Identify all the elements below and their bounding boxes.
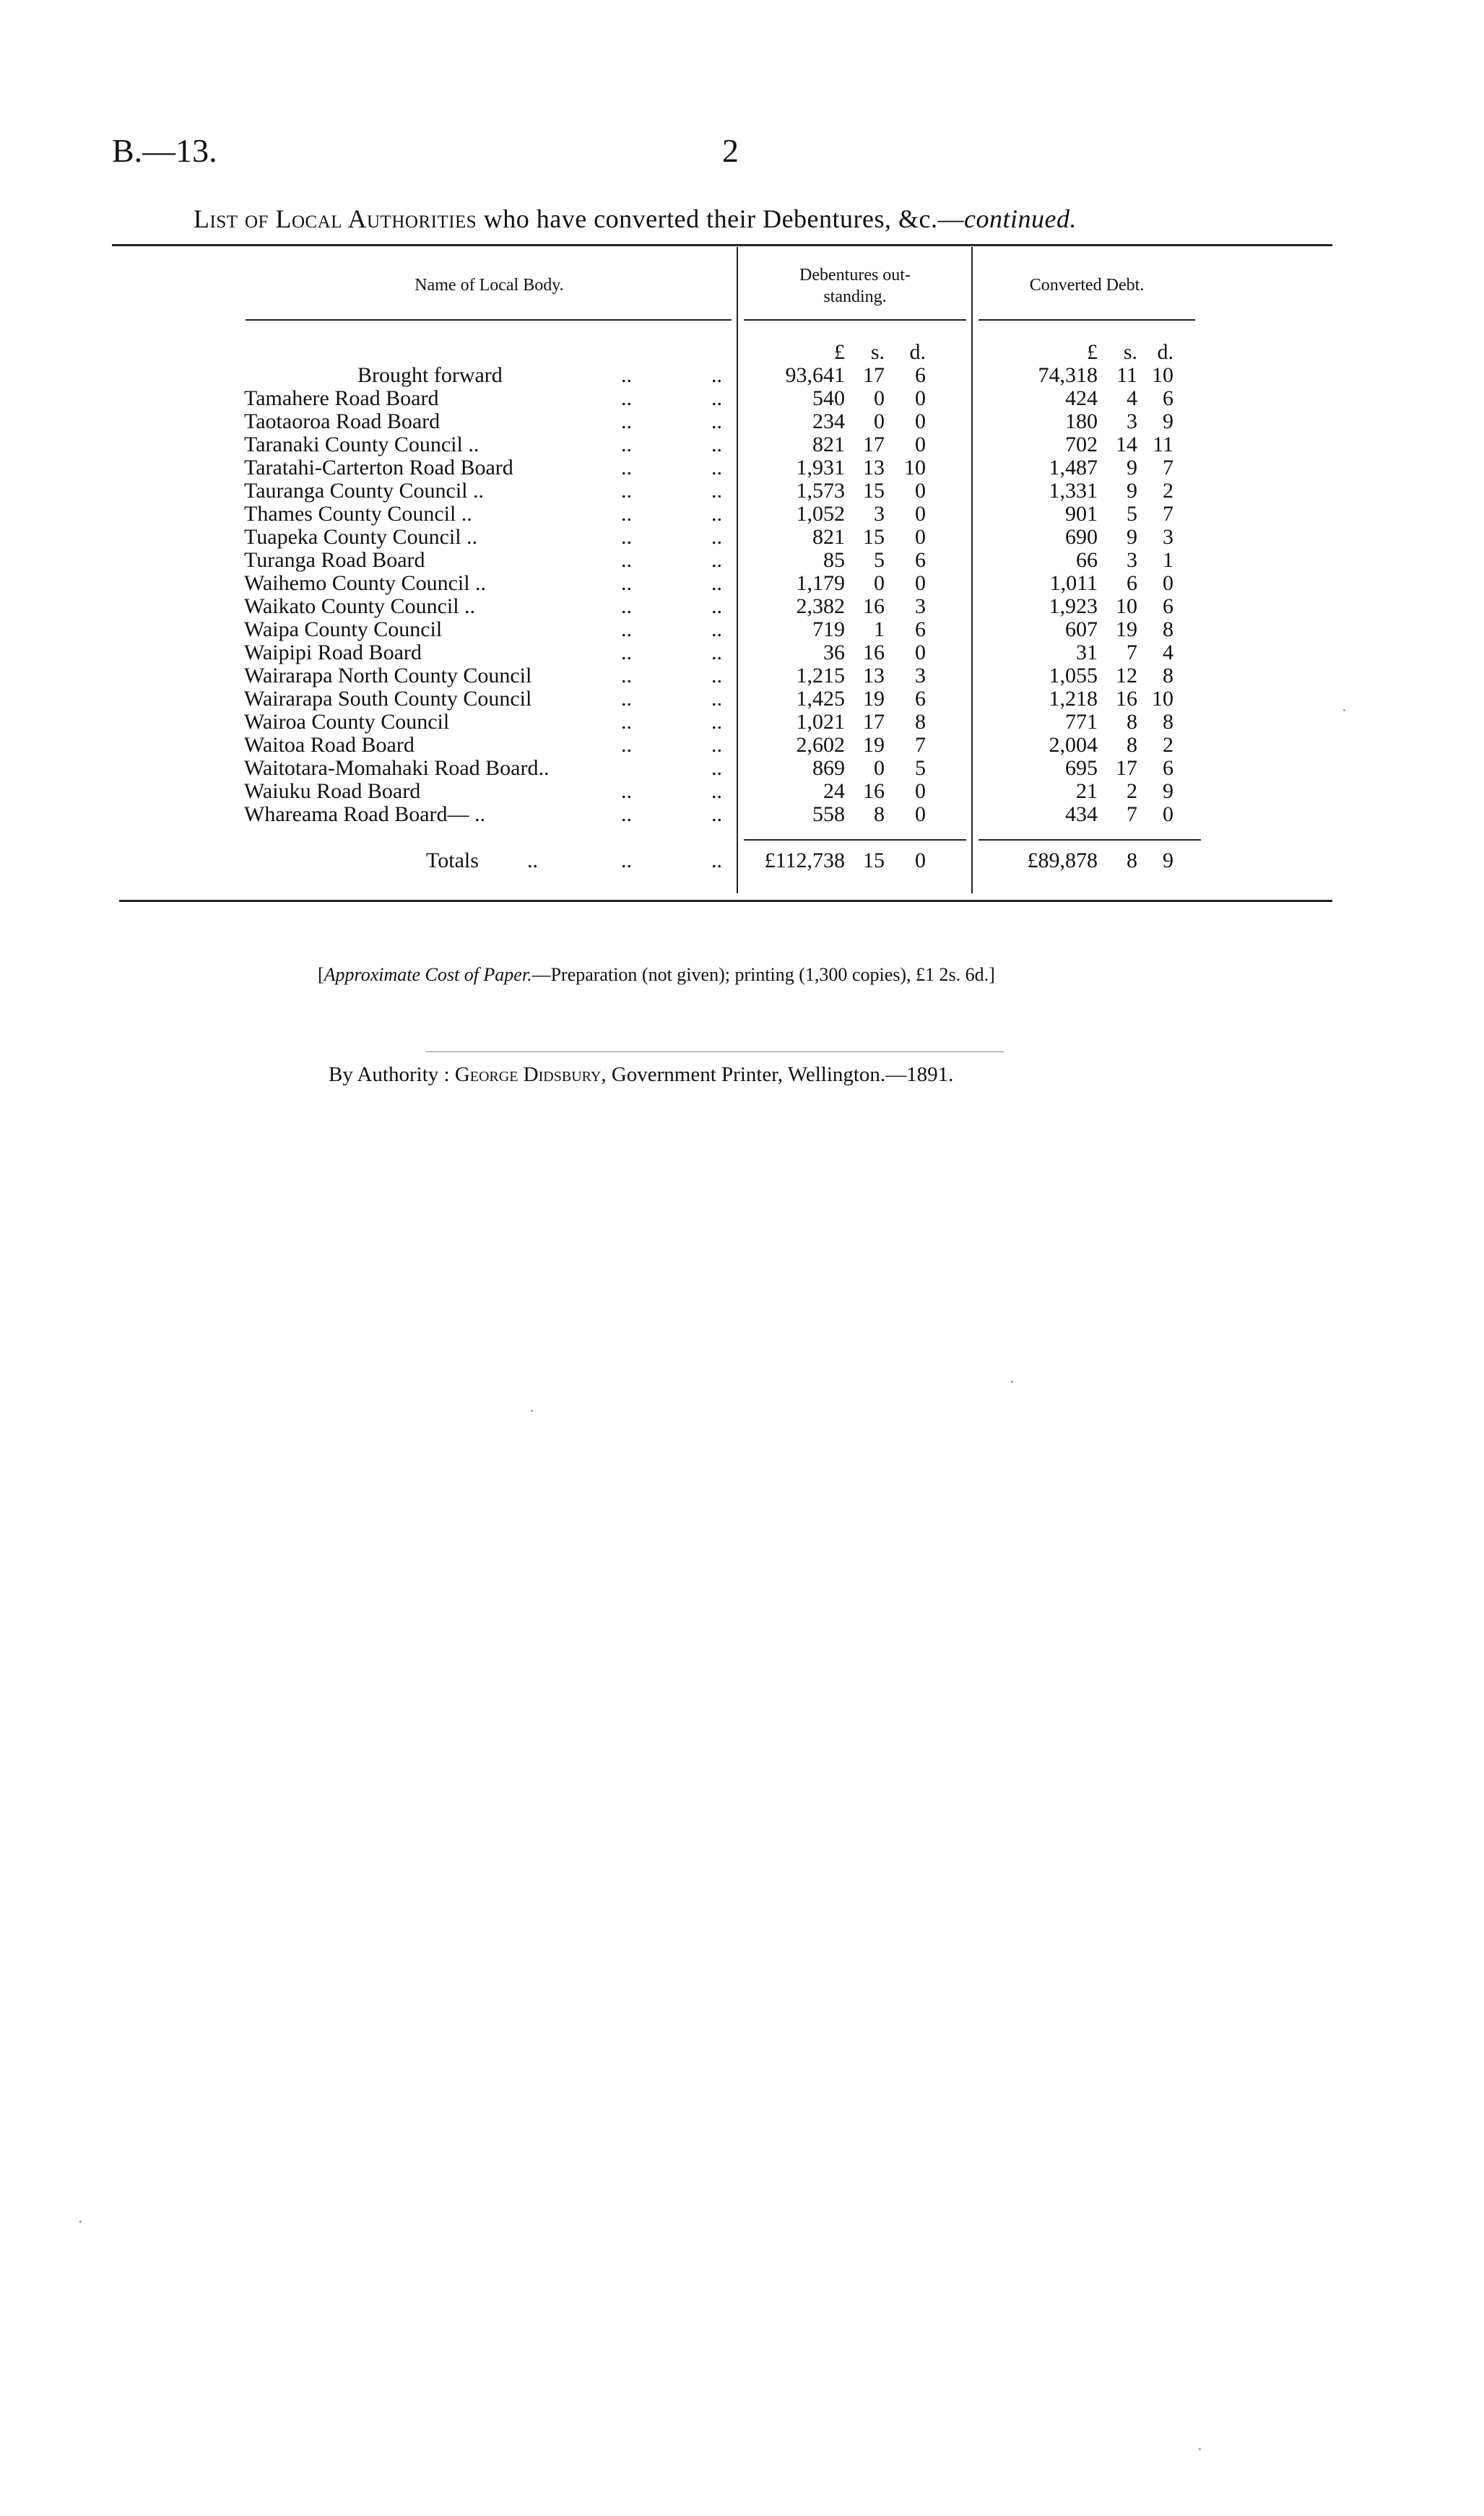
debentures-pounds: 24 <box>823 779 845 803</box>
debentures-pence: 0 <box>915 409 926 433</box>
converted-shillings: 8 <box>1127 710 1137 734</box>
column-header-debentures <box>740 264 970 308</box>
converted-pence: 0 <box>1163 802 1173 826</box>
scan-speck <box>1011 1381 1013 1383</box>
row-name: Wairoa County Council <box>244 710 450 734</box>
converted-pounds-unit: £ <box>1087 340 1098 364</box>
row-leader: .. <box>621 571 632 595</box>
column-header-name-text: Name of Local Body. <box>415 276 564 295</box>
debentures-pounds: 1,052 <box>796 502 845 526</box>
row-leader: .. <box>711 802 722 826</box>
converted-pounds: 1,011 <box>1049 571 1098 595</box>
row-leader: .. <box>621 502 632 526</box>
converted-pence: 6 <box>1163 756 1173 780</box>
debentures-pounds: 36 <box>823 641 845 664</box>
scan-speck <box>531 1410 533 1412</box>
debentures-pence: 0 <box>915 479 926 503</box>
column-header-debentures-line1: Debentures out- <box>799 266 911 285</box>
row-name: Wairarapa South County Council <box>244 687 532 711</box>
converted-pounds: 1,923 <box>1049 594 1098 618</box>
row-leader: .. <box>711 641 722 664</box>
converted-shillings: 2 <box>1127 779 1137 803</box>
converted-shillings: 5 <box>1127 502 1137 526</box>
converted-shillings: 7 <box>1127 641 1137 664</box>
debentures-shillings: 17 <box>863 363 885 387</box>
row-name: Waikato County Council .. <box>244 594 476 618</box>
converted-pounds: 21 <box>1076 779 1098 803</box>
row-leader: .. <box>711 548 722 572</box>
column-header-converted <box>975 274 1199 296</box>
converted-shillings: 12 <box>1116 664 1137 687</box>
debentures-pence-unit: d. <box>909 340 926 364</box>
row-leader: .. <box>711 594 722 618</box>
row-leader: .. <box>711 664 722 687</box>
debentures-pence: 6 <box>915 548 926 572</box>
converted-shillings: 3 <box>1127 409 1137 433</box>
converted-pounds: 607 <box>1065 617 1098 641</box>
debentures-shillings: 19 <box>863 687 885 711</box>
converted-pence: 6 <box>1163 386 1173 410</box>
column-header-debentures-line2: standing. <box>823 287 887 306</box>
row-name: Tamahere Road Board <box>244 386 439 410</box>
debentures-shillings: 0 <box>874 756 885 780</box>
converted-pence: 11 <box>1153 433 1173 456</box>
converted-pence: 1 <box>1163 548 1173 572</box>
converted-shillings: 9 <box>1127 525 1137 549</box>
scan-speck <box>79 2221 82 2223</box>
debentures-pence: 0 <box>915 779 926 803</box>
row-leader: .. <box>711 571 722 595</box>
table-row <box>0 456 1484 480</box>
row-name: Turanga Road Board <box>244 548 425 572</box>
row-name: Taotaoroa Road Board <box>244 409 441 433</box>
debentures-pounds: 540 <box>812 386 845 410</box>
table-row <box>0 480 1484 503</box>
row-leader: .. <box>711 733 722 757</box>
debentures-pence: 7 <box>915 733 926 757</box>
converted-pence: 8 <box>1163 617 1173 641</box>
row-leader: .. <box>621 479 632 503</box>
debentures-pounds: 85 <box>823 548 845 572</box>
debentures-shillings: 19 <box>863 733 885 757</box>
footnote-italic: Approximate Cost of Paper. <box>324 964 532 985</box>
scan-speck <box>1199 2448 1201 2450</box>
converted-pence: 10 <box>1152 363 1173 387</box>
row-leader: .. <box>711 386 722 410</box>
column-header-name <box>246 274 733 296</box>
row-name: Waiuku Road Board <box>244 779 421 803</box>
converted-pounds: 424 <box>1065 386 1098 410</box>
debentures-pounds: 821 <box>812 433 845 456</box>
page-number: 2 <box>722 132 739 169</box>
totals-debentures-pence: 0 <box>915 849 926 872</box>
debentures-pounds: 1,179 <box>796 571 845 595</box>
row-leader: .. <box>621 548 632 572</box>
header-underline-converted <box>979 319 1195 321</box>
converted-pounds: 1,331 <box>1049 479 1098 503</box>
row-leader: .. <box>711 779 722 803</box>
converted-shillings: 16 <box>1116 687 1137 711</box>
debentures-pence: 5 <box>915 756 926 780</box>
converted-pounds: 31 <box>1076 641 1098 664</box>
debentures-pounds: 2,602 <box>796 733 845 757</box>
converted-pence: 3 <box>1163 525 1173 549</box>
table-row <box>0 572 1484 595</box>
document-reference: B.—13. <box>112 132 217 169</box>
column-header-converted-text: Converted Debt. <box>1029 276 1145 295</box>
authority-suffix: , Government Printer, Wellington.—1891. <box>601 1063 954 1086</box>
converted-pounds: 771 <box>1065 710 1098 734</box>
title-continued: continued. <box>963 204 1077 233</box>
title-list: List of Local Authorities <box>194 204 477 233</box>
converted-pence: 6 <box>1163 594 1173 618</box>
converted-shillings: 9 <box>1127 456 1137 480</box>
footnote-open: [ <box>318 964 324 985</box>
debentures-pence: 6 <box>915 617 926 641</box>
totals-rule-debentures <box>744 839 966 841</box>
converted-pence: 9 <box>1163 409 1173 433</box>
table-row <box>0 595 1484 618</box>
row-leader: .. <box>711 409 722 433</box>
converted-pence-unit: d. <box>1157 340 1173 364</box>
scan-speck <box>1343 709 1345 711</box>
totals-leader: .. <box>527 849 538 872</box>
table-row <box>0 387 1484 410</box>
row-leader: .. <box>621 779 632 803</box>
row-name: Waitotara-Momahaki Road Board.. <box>244 756 550 780</box>
debentures-pence: 3 <box>915 664 926 687</box>
debentures-pence: 0 <box>915 433 926 456</box>
debentures-pounds: 1,425 <box>796 687 845 711</box>
converted-pounds: 66 <box>1076 548 1098 572</box>
debentures-pence: 3 <box>915 594 926 618</box>
printer-authority <box>329 1063 953 1087</box>
debentures-pence: 10 <box>904 456 926 480</box>
table-row <box>0 526 1484 549</box>
row-leader: .. <box>621 733 632 757</box>
converted-pounds: 74,318 <box>1038 363 1098 387</box>
debentures-pounds: 1,573 <box>796 479 845 503</box>
totals-converted-pence: 9 <box>1163 849 1173 872</box>
totals-leader: .. <box>621 849 632 872</box>
authority-divider <box>426 1051 1004 1052</box>
debentures-shillings: 1 <box>874 617 885 641</box>
row-leader: .. <box>621 456 632 480</box>
converted-pence: 4 <box>1163 641 1173 664</box>
debentures-shillings: 0 <box>874 409 885 433</box>
converted-pence: 2 <box>1163 733 1173 757</box>
authority-prefix: By Authority : <box>329 1063 455 1086</box>
converted-shillings: 10 <box>1116 594 1137 618</box>
debentures-shillings: 8 <box>874 802 885 826</box>
debentures-shillings: 16 <box>863 779 885 803</box>
debentures-pounds: 869 <box>812 756 845 780</box>
debentures-shillings: 3 <box>874 502 885 526</box>
row-leader: .. <box>711 687 722 711</box>
debentures-pounds: 2,382 <box>796 594 845 618</box>
debentures-shillings: 15 <box>863 479 885 503</box>
row-leader: .. <box>711 710 722 734</box>
converted-pounds: 1,218 <box>1049 687 1098 711</box>
table-row <box>0 618 1484 641</box>
debentures-pounds: 234 <box>812 409 845 433</box>
debentures-pounds: 719 <box>812 617 845 641</box>
debentures-pounds: 1,215 <box>796 664 845 687</box>
row-leader: .. <box>711 502 722 526</box>
debentures-pence: 0 <box>915 802 926 826</box>
converted-shillings: 9 <box>1127 479 1137 503</box>
converted-pounds: 901 <box>1065 502 1098 526</box>
row-leader: .. <box>621 641 632 664</box>
converted-shillings: 11 <box>1116 363 1137 387</box>
table-row <box>0 664 1484 687</box>
row-leader: .. <box>621 687 632 711</box>
debentures-shillings: 13 <box>863 664 885 687</box>
debentures-pence: 0 <box>915 386 926 410</box>
table-row <box>0 780 1484 803</box>
converted-pence: 10 <box>1152 687 1173 711</box>
row-leader: .. <box>711 525 722 549</box>
debentures-shillings: 5 <box>874 548 885 572</box>
debentures-pence: 6 <box>915 687 926 711</box>
converted-pence: 7 <box>1163 456 1173 480</box>
converted-pence: 7 <box>1163 502 1173 526</box>
converted-pence: 8 <box>1163 710 1173 734</box>
row-name: Tauranga County Council .. <box>244 479 485 503</box>
row-name: Brought forward <box>357 363 503 387</box>
totals-debentures-shillings: 15 <box>863 849 885 872</box>
row-name: Waitoa Road Board <box>244 733 415 757</box>
debentures-shillings: 0 <box>874 571 885 595</box>
converted-shillings: 14 <box>1116 433 1137 456</box>
debentures-shillings: 13 <box>863 456 885 480</box>
page-title <box>194 204 1077 234</box>
row-leader: .. <box>621 525 632 549</box>
converted-shillings: 3 <box>1127 548 1137 572</box>
debentures-shillings: 17 <box>863 710 885 734</box>
row-leader: .. <box>621 664 632 687</box>
table-row <box>0 503 1484 526</box>
debentures-shillings: 16 <box>863 594 885 618</box>
header-underline-name <box>246 319 732 321</box>
table-row <box>0 410 1484 433</box>
row-name: Waipipi Road Board <box>244 641 422 664</box>
table-bottom-rule <box>119 900 1332 902</box>
totals-leader: .. <box>711 849 722 872</box>
converted-shillings: 4 <box>1127 386 1137 410</box>
row-leader: .. <box>711 756 722 780</box>
debentures-pence: 6 <box>915 363 926 387</box>
row-leader: .. <box>711 617 722 641</box>
table-row <box>0 641 1484 664</box>
converted-pounds: 2,004 <box>1049 733 1098 757</box>
converted-pence: 8 <box>1163 664 1173 687</box>
row-leader: .. <box>621 386 632 410</box>
debentures-pence: 0 <box>915 571 926 595</box>
converted-pence: 2 <box>1163 479 1173 503</box>
row-name: Whareama Road Board— .. <box>244 802 486 826</box>
row-leader: .. <box>711 433 722 456</box>
debentures-shillings: 15 <box>863 525 885 549</box>
totals-converted-shillings: 8 <box>1127 849 1137 872</box>
row-leader: .. <box>711 363 722 387</box>
totals-rule-converted <box>979 839 1201 841</box>
debentures-pounds: 821 <box>812 525 845 549</box>
debentures-pounds: 1,021 <box>796 710 845 734</box>
row-leader: .. <box>621 802 632 826</box>
row-name: Taratahi-Carterton Road Board <box>244 456 513 480</box>
table-row <box>0 711 1484 734</box>
totals-row <box>0 849 1484 872</box>
converted-pounds: 695 <box>1065 756 1098 780</box>
converted-pounds: 434 <box>1065 802 1098 826</box>
table-row <box>0 433 1484 456</box>
row-leader: .. <box>621 363 632 387</box>
debentures-shillings: 0 <box>874 386 885 410</box>
debentures-pence: 8 <box>915 710 926 734</box>
debentures-shillings-unit: s. <box>870 340 885 364</box>
footnote-rest: —Preparation (not given); printing (1,300 copies), £1 2s. 6d.] <box>531 964 995 985</box>
header-underline-debentures <box>744 319 966 321</box>
row-name: Waipa County Council <box>244 617 443 641</box>
row-leader: .. <box>621 617 632 641</box>
row-leader: .. <box>621 409 632 433</box>
debentures-pence: 0 <box>915 502 926 526</box>
row-leader: .. <box>711 479 722 503</box>
totals-label: Totals <box>426 849 479 872</box>
converted-pounds: 690 <box>1065 525 1098 549</box>
row-leader: .. <box>621 433 632 456</box>
row-leader: .. <box>711 456 722 480</box>
row-leader: .. <box>621 594 632 618</box>
converted-shillings: 17 <box>1116 756 1137 780</box>
converted-shillings: 8 <box>1127 733 1137 757</box>
converted-pounds: 702 <box>1065 433 1098 456</box>
converted-pence: 9 <box>1163 779 1173 803</box>
converted-pounds: 1,055 <box>1049 664 1098 687</box>
table-top-rule <box>112 244 1332 246</box>
converted-shillings: 7 <box>1127 802 1137 826</box>
units-row <box>0 341 1484 364</box>
row-name: Taranaki County Council .. <box>244 433 480 456</box>
row-name: Thames County Council .. <box>244 502 472 526</box>
row-leader: .. <box>621 710 632 734</box>
debentures-pence: 0 <box>915 525 926 549</box>
debentures-pounds-unit: £ <box>834 340 845 364</box>
title-middle: who have converted their Debentures, &c.— <box>477 204 964 233</box>
converted-shillings: 19 <box>1116 617 1137 641</box>
row-name: Tuapeka County Council .. <box>244 525 478 549</box>
table-row <box>0 803 1484 826</box>
converted-pounds: 180 <box>1065 409 1098 433</box>
debentures-pence: 0 <box>915 641 926 664</box>
table-row <box>0 757 1484 780</box>
table-row <box>0 734 1484 757</box>
debentures-shillings: 17 <box>863 433 885 456</box>
cost-footnote <box>318 964 995 986</box>
debentures-pounds: 93,641 <box>785 363 845 387</box>
debentures-pounds: 558 <box>812 802 845 826</box>
printer-name: George Didsbury <box>454 1063 602 1086</box>
converted-pounds: 1,487 <box>1049 456 1098 480</box>
table-row <box>0 364 1484 387</box>
table-row <box>0 549 1484 572</box>
table-row <box>0 687 1484 711</box>
row-name: Wairarapa North County Council <box>244 664 532 687</box>
totals-debentures-pounds: £112,738 <box>764 849 845 872</box>
converted-shillings: 6 <box>1127 571 1137 595</box>
converted-pence: 0 <box>1163 571 1173 595</box>
totals-converted-pounds: £89,878 <box>1027 849 1098 872</box>
converted-shillings-unit: s. <box>1123 340 1137 364</box>
debentures-shillings: 16 <box>863 641 885 664</box>
debentures-pounds: 1,931 <box>796 456 845 480</box>
row-name: Waihemo County Council .. <box>244 571 487 595</box>
